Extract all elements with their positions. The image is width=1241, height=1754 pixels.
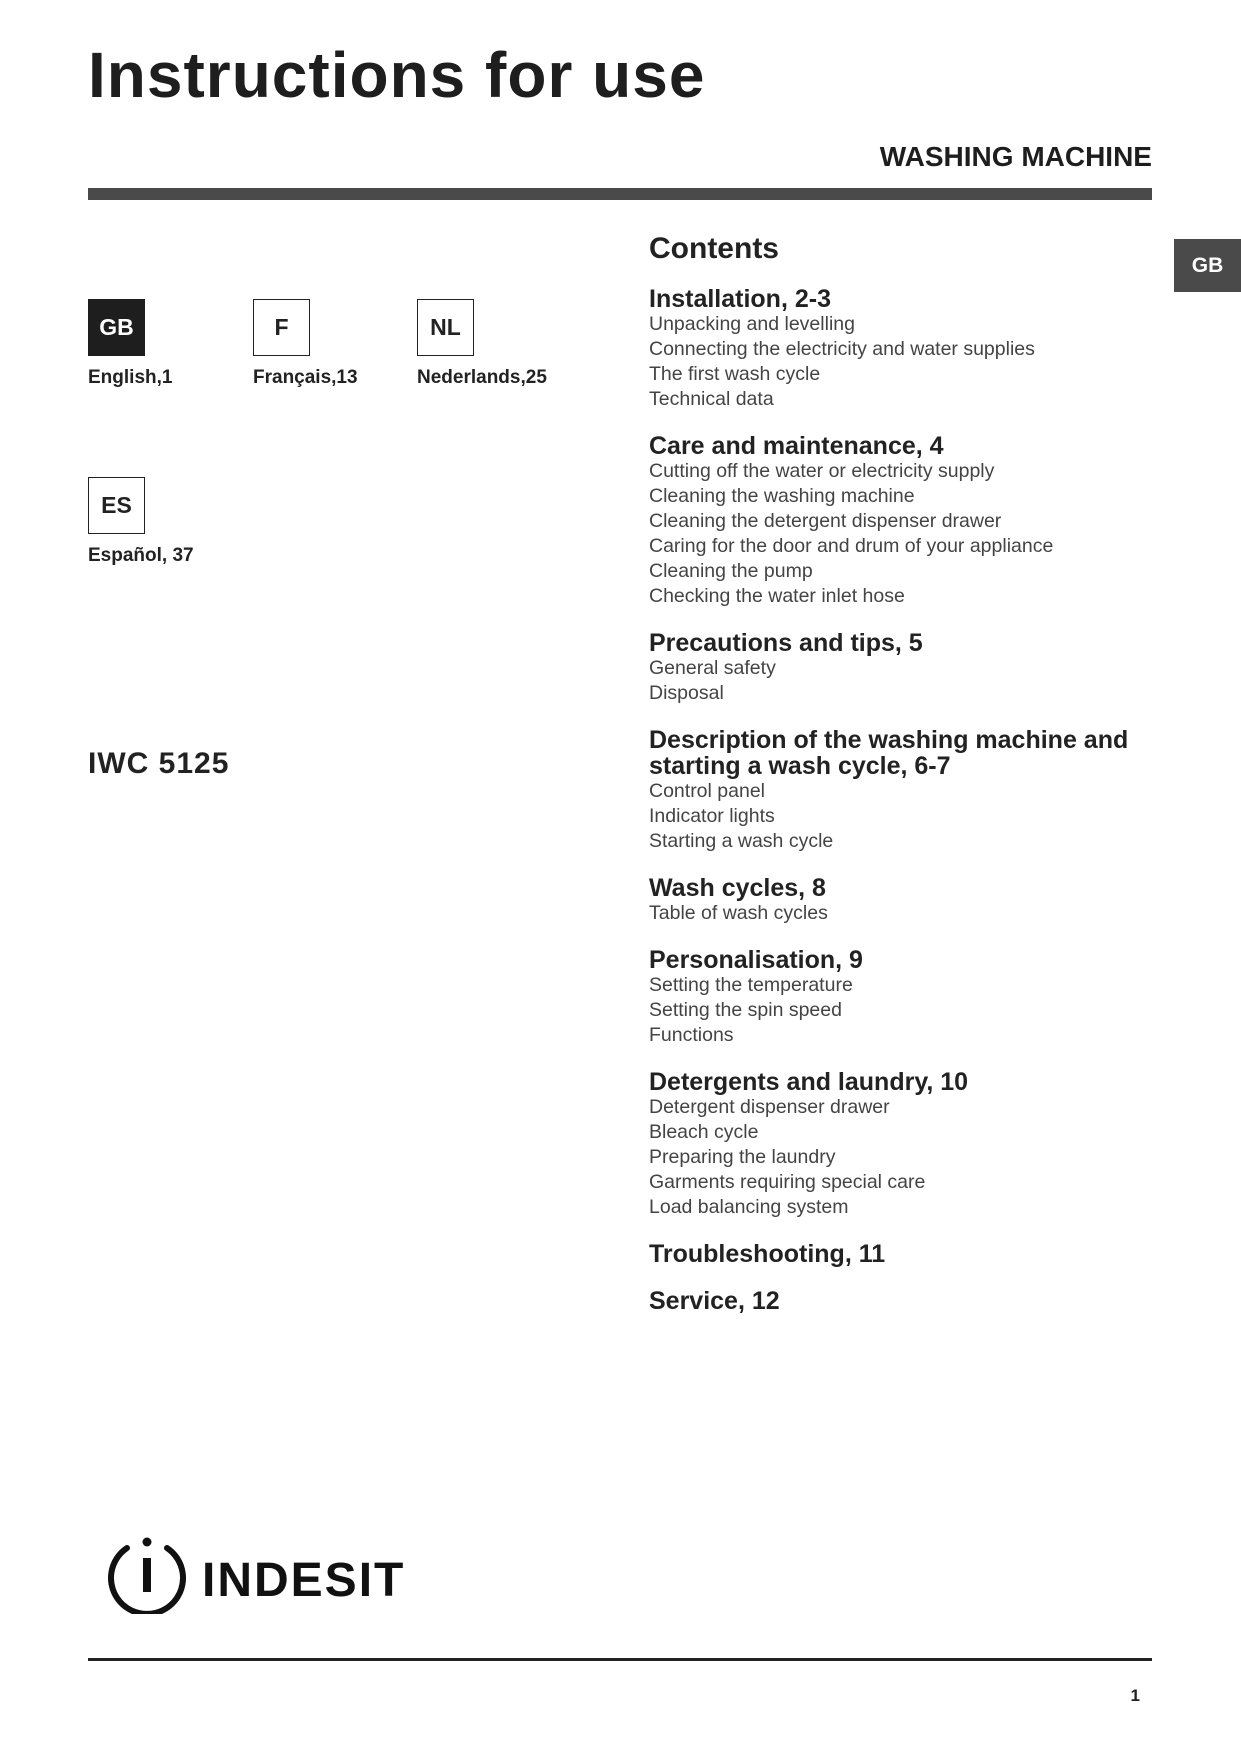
toc-section [649,433,1149,609]
toc-item[interactable]: Cleaning the detergent dispenser drawer [649,510,1002,532]
language-label[interactable]: English,1 [88,367,173,388]
toc-item[interactable]: Unpacking and levelling [649,313,855,335]
toc-item[interactable]: Cleaning the washing machine [649,485,915,507]
model-number: IWC 5125 [88,747,230,780]
toc-section-title[interactable]: Wash cycles, 8 [649,874,826,902]
toc-section-title[interactable]: Personalisation, 9 [649,946,863,974]
toc-item[interactable]: Cleaning the pump [649,560,813,582]
toc-item[interactable]: Disposal [649,682,724,704]
toc-item[interactable]: Detergent dispenser drawer [649,1096,890,1118]
toc-item[interactable]: Control panel [649,780,765,802]
toc-item[interactable]: Indicator lights [649,805,775,827]
toc-item[interactable]: Preparing the laundry [649,1146,836,1168]
language-option-f[interactable] [253,299,443,389]
language-label[interactable]: Español, 37 [88,545,194,566]
toc-item[interactable]: Starting a wash cycle [649,830,834,852]
table-of-contents [649,286,1149,1335]
indesit-logo [107,1534,407,1614]
toc-item[interactable]: Functions [649,1024,734,1046]
product-type-heading: WASHING MACHINE [879,141,1152,172]
language-option-nl[interactable] [417,299,607,389]
indesit-logo-icon [107,1534,407,1614]
toc-section-title[interactable]: Description of the washing machine and starting a wash cycle, 6-7 [649,726,1129,780]
footer-divider [88,1658,1152,1661]
toc-item[interactable]: Cutting off the water or electricity supply [649,460,995,482]
toc-section [649,947,1149,1048]
toc-section-title[interactable]: Precautions and tips, 5 [649,629,923,657]
language-code-box[interactable]: GB [88,299,145,356]
page-number: 1 [1130,1686,1140,1705]
language-label[interactable]: Nederlands,25 [417,367,547,388]
toc-item[interactable]: Table of wash cycles [649,902,828,924]
toc-section-title[interactable]: Detergents and laundry, 10 [649,1068,969,1096]
toc-section [649,727,1149,854]
header-divider [88,188,1152,200]
toc-section-title[interactable]: Service, 12 [649,1287,780,1315]
toc-item[interactable]: Bleach cycle [649,1121,759,1143]
toc-section [649,630,1149,706]
language-option-gb[interactable] [88,299,278,389]
language-side-tab[interactable]: GB [1174,239,1241,292]
toc-item[interactable]: Checking the water inlet hose [649,585,905,607]
toc-item[interactable]: Setting the spin speed [649,999,842,1021]
toc-section-title[interactable]: Installation, 2-3 [649,285,831,313]
toc-item[interactable]: Garments requiring special care [649,1171,926,1193]
toc-item[interactable]: Setting the temperature [649,974,853,996]
brand-wordmark: INDESIT [202,1554,406,1607]
language-option-es[interactable] [88,477,278,567]
toc-item[interactable]: The first wash cycle [649,363,821,385]
toc-item[interactable]: General safety [649,657,776,679]
language-code-box[interactable]: NL [417,299,474,356]
toc-section [649,1288,1149,1314]
toc-section [649,286,1149,412]
toc-section [649,1069,1149,1220]
document-title: Instructions for use [88,39,706,111]
language-code-box[interactable]: ES [88,477,145,534]
toc-section [649,875,1149,926]
language-code-box[interactable]: F [253,299,310,356]
toc-section-title[interactable]: Care and maintenance, 4 [649,432,944,460]
toc-item[interactable]: Technical data [649,388,774,410]
toc-item[interactable]: Caring for the door and drum of your appliance [649,535,1054,557]
language-label[interactable]: Français,13 [253,367,358,388]
toc-section [649,1241,1149,1267]
toc-section-title[interactable]: Troubleshooting, 11 [649,1240,886,1268]
toc-item[interactable]: Connecting the electricity and water supplies [649,338,1035,360]
toc-item[interactable]: Load balancing system [649,1196,849,1218]
contents-heading: Contents [649,232,779,265]
